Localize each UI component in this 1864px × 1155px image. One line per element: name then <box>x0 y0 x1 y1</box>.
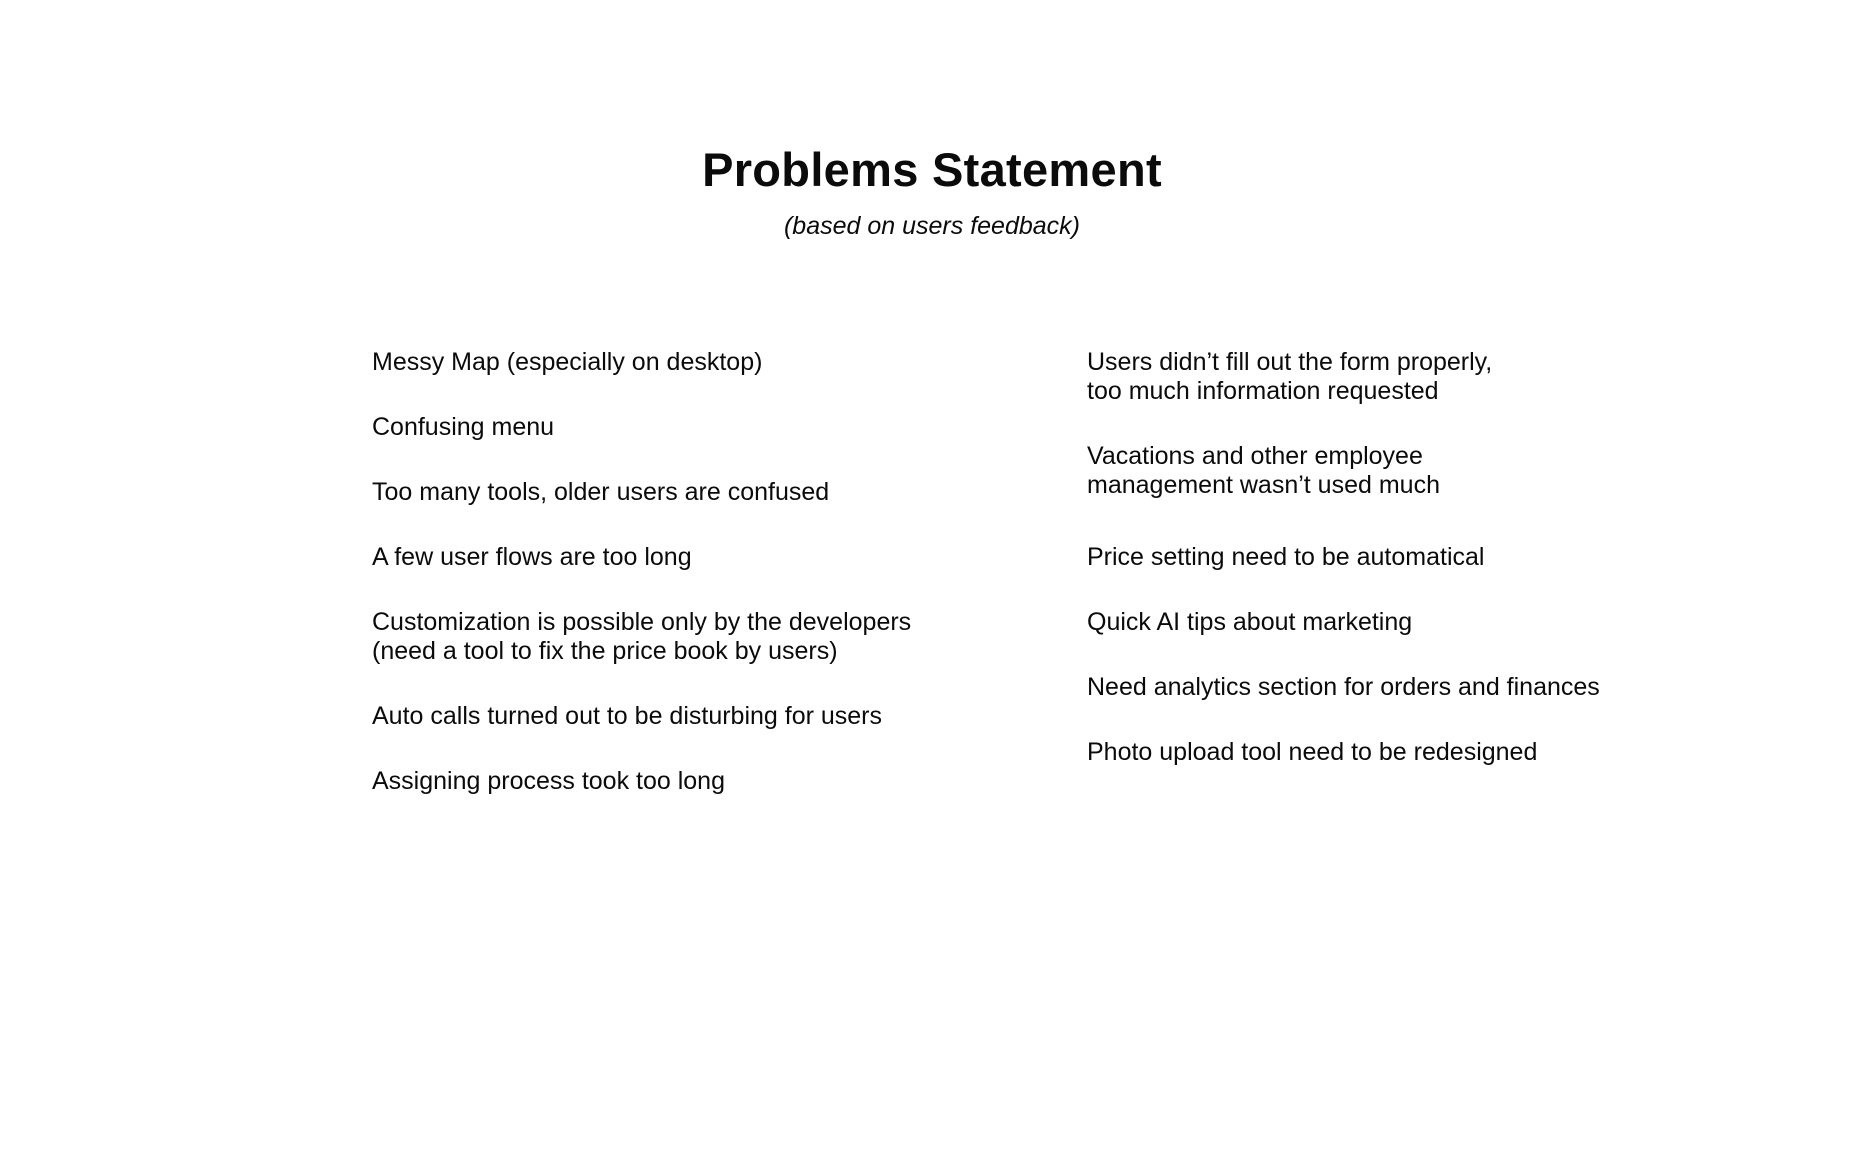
problem-item: Auto calls turned out to be disturbing for users <box>372 702 883 730</box>
problem-item: Users didn’t fill out the form properly, too much information requested <box>1087 348 1493 405</box>
problem-item: Vacations and other employee management wasn’t used much <box>1087 442 1440 499</box>
problem-item: Too many tools, older users are confused <box>372 478 830 506</box>
problem-item: Messy Map (especially on desktop) <box>372 348 763 376</box>
problem-item: Photo upload tool need to be redesigned <box>1087 738 1538 766</box>
problems-list-right <box>1087 348 1787 803</box>
problem-item: Customization is possible only by the developers (need a tool to fix the price book by users) <box>372 608 912 665</box>
page-title: Problems Statement <box>702 143 1162 196</box>
problem-item: Quick AI tips about marketing <box>1087 608 1413 636</box>
problems-list-left <box>372 348 992 832</box>
problem-item: Price setting need to be automatical <box>1087 543 1485 571</box>
problem-item: Confusing menu <box>372 413 555 441</box>
problem-item: Assigning process took too long <box>372 767 725 795</box>
page-subtitle: (based on users feedback) <box>783 212 1080 240</box>
problem-item: Need analytics section for orders and finances <box>1087 673 1600 701</box>
problem-item: A few user flows are too long <box>372 543 692 571</box>
